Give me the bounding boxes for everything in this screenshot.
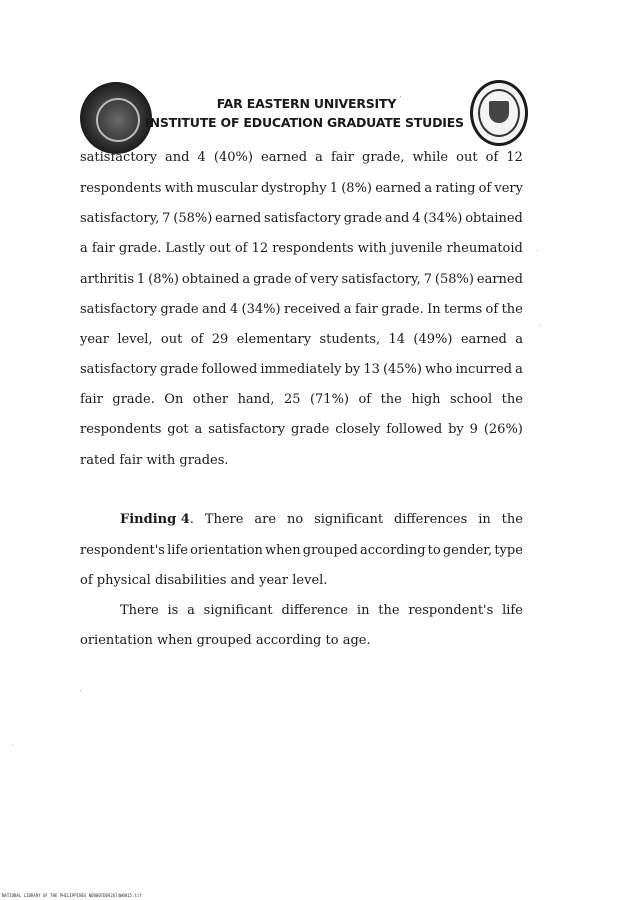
university-name: FAR EASTERN UNIVERSITY	[216, 96, 397, 111]
institute-name: INSTITUTE OF EDUCATION GRADUATE STUDIES	[145, 115, 464, 130]
finding-line: orientation when grouped according to age.	[80, 633, 371, 648]
finding-line: of physical disabilities and year level.	[80, 573, 328, 588]
paragraph-line: fair grade. On other hand, 25 (71%) of the high school the	[80, 392, 523, 407]
scan-footer: NATIONAL LIBRARY OF THE PHILIPPINES ND000TD0926T4W0815.tif	[2, 893, 142, 898]
paragraph-line: a fair grade. Lastly out of 12 respondents with juvenile rheumatoid	[80, 241, 523, 256]
paragraph-line: respondents got a satisfactory grade closely followed by 9 (26%)	[80, 422, 523, 437]
finding-text: . There are no significant differences in the	[189, 512, 523, 527]
paragraph-line: satisfactory grade and 4 (34%) received a fair grade. In terms of the	[80, 302, 523, 317]
finding-4-heading-line	[120, 512, 523, 528]
paragraph-line: arthritis 1 (8%) obtained a grade of very satisfactory, 7 (58%) earned	[80, 272, 523, 287]
finding-line: respondent's life orientation when grouped according to gender, type	[80, 543, 523, 558]
paragraph-line: satisfactory and 4 (40%) earned a fair grade, while out of 12	[80, 150, 523, 165]
paragraph-line: respondents with muscular dystrophy 1 (8%) earned a rating of very	[80, 181, 523, 196]
institute-seal-right	[470, 80, 528, 146]
finding-line: There is a significant difference in the respondent's life	[120, 603, 523, 618]
paragraph-line: satisfactory grade followed immediately by 13 (45%) who incurred a	[80, 362, 523, 377]
paragraph-line: satisfactory, 7 (58%) earned satisfactory grade and 4 (34%) obtained	[80, 211, 523, 226]
paragraph-line: rated fair with grades.	[80, 453, 229, 468]
paragraph-line: year level, out of 29 elementary students, 14 (49%) earned a	[80, 332, 523, 347]
finding-label: Finding 4	[120, 512, 190, 527]
